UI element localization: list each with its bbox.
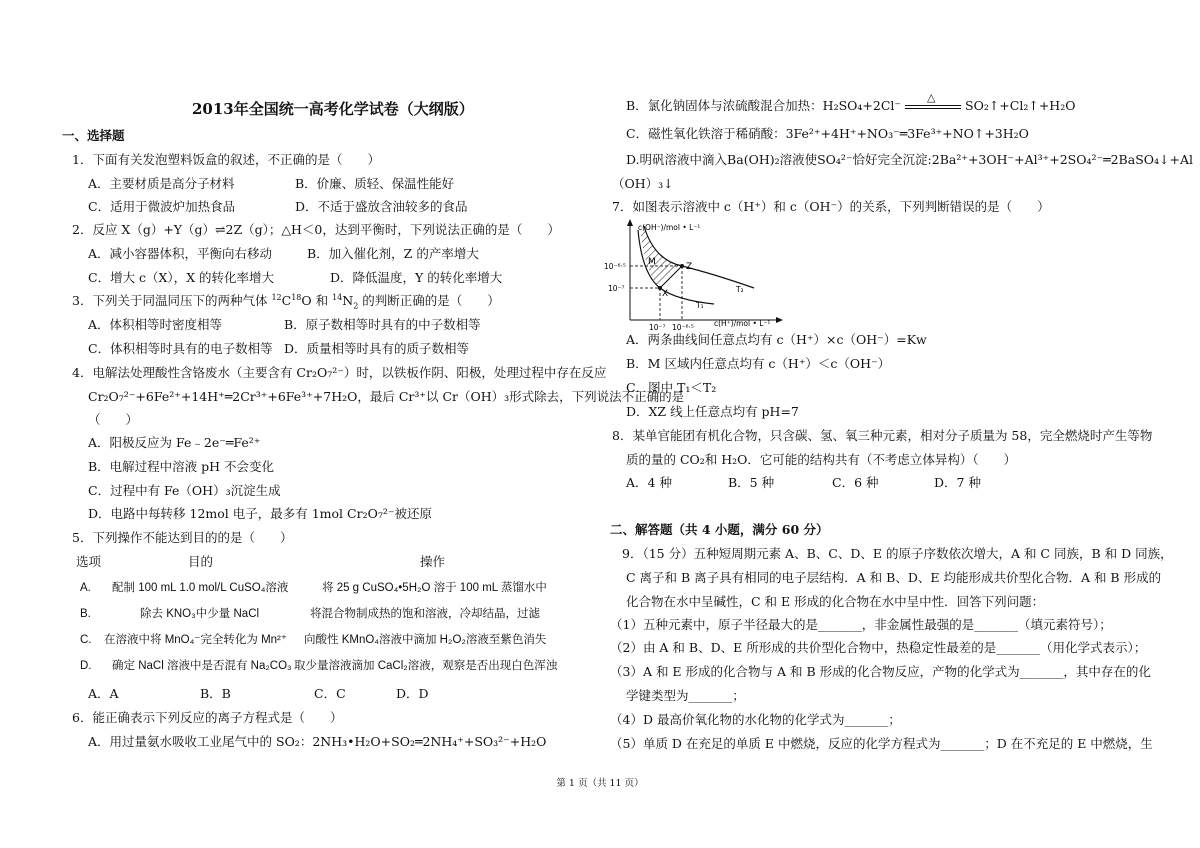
q5-row-c-goal: 在溶液中将 MnO₄⁻完全转化为 Mn²⁺ — [104, 634, 287, 646]
point-z — [680, 264, 684, 268]
q7-option-b: B．M 区域内任意点均有 c（H⁺）＜c（OH⁻） — [626, 356, 891, 371]
q6-stem: 6．能正确表示下列反应的离子方程式是（ ） — [72, 710, 343, 725]
q4-stem-line1: 4．电解法处理酸性含铬废水（主要含有 Cr₂O₇²⁻）时，以铁板作阴、阳极，处理过程中存在反应 — [72, 365, 607, 380]
q5-row-d-op: 取少量溶液滴加 CaCl₂溶液，观察是否出现白色浑浊 — [294, 660, 558, 672]
page-footer: 第 1 页（共 11 页） — [556, 778, 644, 789]
q1-option-c: C．适用于微波炉加热食品 — [88, 199, 236, 214]
label-z: Z — [686, 262, 693, 272]
q9-sub5: （5）单质 D 在充足的单质 E 中燃烧，反应的化学方程式为_______；D 在不充足的 E 中燃烧，生 — [610, 736, 1153, 751]
q9-sub4: （4）D 最高价氧化物的水化物的化学式为_______； — [610, 712, 901, 727]
q8-option-b: B．5 种 — [728, 475, 775, 490]
q1-option-d: D．不适于盛放含油较多的食品 — [295, 199, 468, 214]
q3-option-c: C．体积相等时具有的电子数相等 — [88, 341, 273, 356]
q7-option-a: A．两条曲线间任意点均有 c（H⁺）×c（OH⁻）=Kw — [626, 332, 927, 347]
q5-header-goal: 目的 — [188, 554, 214, 569]
section-heading-answer: 二、解答题（共 4 小题，满分 60 分） — [610, 522, 829, 537]
exam-title: 2013年全国统一高考化学试卷（大纲版） — [192, 100, 474, 118]
q5-row-a-op: 将 25 g CuSO₄•5H₂O 溶于 100 mL 蒸馏水中 — [322, 582, 547, 594]
q8-stem-line1: 8．某单官能团有机化合物，只含碳、氢、氧三种元素，相对分子质量为 58，完全燃烧时产生等物 — [612, 428, 1153, 443]
q9-sub2: （2）由 A 和 B、D、E 所形成的共价型化合物中，热稳定性最差的是_______（用化学式表示）； — [610, 640, 1147, 655]
chart-ytick-high: 10⁻⁶·⁵ — [604, 262, 626, 271]
label-t1: T₁ — [696, 301, 704, 310]
q2-stem: 2．反应 X（g）+Y（g）⇌2Z（g）；△H＜0，达到平衡时，下列说法正确的是（ ） — [72, 222, 560, 237]
chart-ytick-low: 10⁻⁷ — [608, 284, 625, 293]
q2-option-c: C．增大 c（X），X 的转化率增大 — [88, 270, 275, 285]
q4-stem-line3: （ ） — [88, 412, 139, 427]
q4-option-b: B．电解过程中溶液 pH 不会变化 — [88, 459, 275, 474]
label-x: X — [662, 289, 669, 299]
q9-sub1: （1）五种元素中，原子半径最大的是_______，非金属性最强的是_______（填元素符号）； — [610, 617, 1112, 632]
q4-option-d: D．电路中每转移 12mol 电子，最多有 1mol Cr₂O₇²⁻被还原 — [88, 506, 432, 521]
q7-figure — [604, 216, 784, 332]
chart-xtick-low: 10⁻⁷ — [649, 323, 666, 332]
q1-option-b: B．价廉、质轻、保温性能好 — [295, 176, 455, 191]
q3-option-d: D．质量相等时具有的质子数相等 — [284, 341, 470, 356]
q9-line2: C 离子和 B 离子具有相同的电子层结构．A 和 B、D、E 均能形成共价型化合物．A 和 B 形成的 — [626, 570, 1162, 585]
q5-option-a: A．A — [88, 686, 119, 701]
q7-option-d: D．XZ 线上任意点均有 pH=7 — [626, 404, 799, 419]
q1-option-a: A．主要材质是高分子材料 — [88, 176, 235, 191]
q5-stem: 5．下列操作不能达到目的的是（ ） — [72, 530, 293, 545]
section-heading-choice: 一、选择题 — [62, 128, 125, 143]
q4-stem-line2: Cr₂O₇²⁻+6Fe²⁺+14H⁺═2Cr³⁺+6Fe³⁺+7H₂O，最后 Cr³⁺以 Cr（OH）₃形式除去，下列说法不正确的是 — [88, 389, 685, 404]
region-m — [640, 228, 682, 288]
q5-header-operation: 操作 — [420, 554, 446, 569]
q6-option-b: B．氯化钠固体与浓硫酸混合加热：H₂SO₄+2Cl⁻ △ SO₂↑+Cl₂↑+H₂O — [626, 91, 1076, 113]
q2-option-b: B．加入催化剂，Z 的产率增大 — [307, 246, 479, 261]
q3-option-a: A．体积相等时密度相等 — [88, 317, 223, 332]
q3-option-b: B．原子数相等时具有的中子数相等 — [284, 317, 481, 332]
q2-option-a: A．减小容器体积，平衡向右移动 — [88, 246, 273, 261]
q9-line3: 化合物在水中呈碱性，C 和 E 形成的化合物在水中呈中性．回答下列问题： — [626, 594, 1045, 609]
q6-option-c: C．磁性氧化铁溶于稀硝酸：3Fe²⁺+4H⁺+NO₃⁻═3Fe³⁺+NO↑+3H₂O — [626, 126, 1029, 141]
q5-option-d: D．D — [396, 686, 429, 701]
q8-option-c: C．6 种 — [832, 475, 879, 490]
y-axis-arrow-icon — [627, 219, 633, 226]
label-t2: T₂ — [736, 285, 744, 294]
x-axis-arrow-icon — [776, 317, 783, 323]
q3-stem: 3．下列关于同温同压下的两种气体 $^{12}C^{18}O$ 和 $^{14}N_2$ 的判断正确的是（ ） — [72, 292, 500, 311]
q5-row-c-opt: C. — [80, 634, 92, 646]
q4-option-a: A．阳极反应为 Fe﹣2e⁻═Fe²⁺ — [88, 435, 261, 450]
q6-option-a: A．用过量氨水吸收工业尾气中的 SO₂：2NH₃•H₂O+SO₂═2NH₄⁺+SO₃²⁻+H₂O — [88, 734, 547, 749]
q5-row-a-goal: 配制 100 mL 1.0 mol/L CuSO₄溶液 — [112, 582, 289, 594]
chart-xlabel: c(H⁺)/mol • L⁻¹ — [714, 319, 771, 328]
q8-option-a: A．4 种 — [626, 475, 672, 490]
q5-option-c: C．C — [314, 686, 346, 701]
q5-row-b-opt: B. — [80, 608, 91, 620]
q5-row-c-op: 向酸性 KMnO₄溶液中滴加 H₂O₂溶液至紫色消失 — [304, 634, 547, 646]
q8-option-d: D．7 种 — [934, 475, 981, 490]
q9-sub3-line2: 学键类型为_______； — [626, 688, 745, 703]
q5-row-b-op: 将混合物制成热的饱和溶液，冷却结晶，过滤 — [310, 608, 540, 620]
q7-stem: 7．如图表示溶液中 c（H⁺）和 c（OH⁻）的关系，下列判断错误的是（ ） — [612, 199, 1050, 214]
q9-line1: 9．（15 分）五种短周期元素 A、B、C、D、E 的原子序数依次增大，A 和 C 同族，B 和 D 同族， — [622, 546, 1173, 561]
heat-arrow: △ — [901, 99, 965, 113]
label-m: M — [648, 257, 656, 267]
q7-option-c: C．图中 T₁＜T₂ — [626, 380, 717, 395]
q6-option-d-line1: D.明矾溶液中滴入Ba(OH)₂溶液使SO₄²⁻恰好完全沉淀:2Ba²⁺+3OH⁻+Al³⁺+2SO₄²⁻═2BaSO₄↓+Al — [626, 152, 1193, 167]
q9-sub3-line1: （3）A 和 E 形成的化合物与 A 和 B 形成的化合物反应，产物的化学式为_______，其中存在的化 — [610, 664, 1151, 679]
q5-option-b: B．B — [200, 686, 231, 701]
q5-header-option: 选项 — [76, 554, 102, 569]
q1-stem: 1．下面有关发泡塑料饭盒的叙述，不正确的是（ ） — [72, 152, 380, 167]
q5-row-d-opt: D. — [80, 660, 92, 672]
q5-row-b-goal: 除去 KNO₃中少量 NaCl — [140, 608, 260, 620]
q8-stem-line2: 质的量的 CO₂和 H₂O．它可能的结构共有（不考虑立体异构）（ ） — [626, 452, 1017, 467]
q5-row-d-goal: 确定 NaCl 溶液中是否混有 Na₂CO₃ — [112, 660, 292, 672]
q2-option-d: D．降低温度，Y 的转化率增大 — [330, 270, 503, 285]
q5-row-a-opt: A. — [80, 582, 91, 594]
q6-option-d-line2: （OH）₃↓ — [612, 176, 674, 191]
chart-xtick-high: 10⁻⁶·⁵ — [672, 323, 694, 332]
chart-ylabel: c(OH⁻)/mol • L⁻¹ — [638, 223, 701, 232]
q4-option-c: C．过程中有 Fe（OH）₃沉淀生成 — [88, 483, 281, 498]
